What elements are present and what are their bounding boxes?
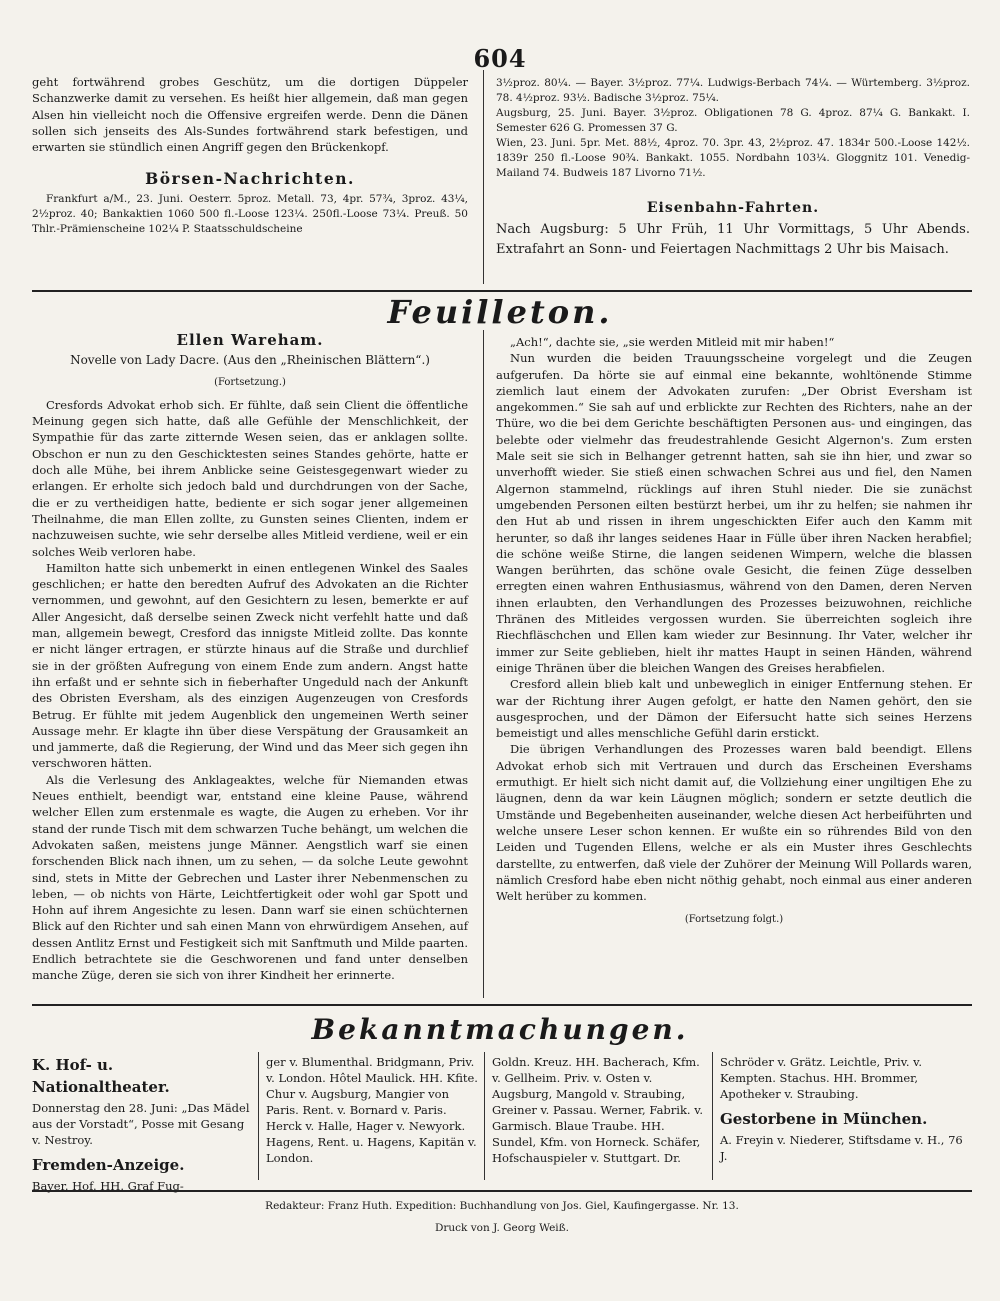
fremden-column-2 <box>266 1054 478 1166</box>
boersen-text: Frankfurt a/M., 23. Juni. Oesterr. 5proz. Metall. 73, 4pr. 57¾, 3proz. 43¼, 2½proz. 40; Bankaktien 1060 500 fl.-Loose 123¼. 250fl.-Loose 73¼. Preuß. 50 Thlr.-Prämienscheine 102¼ P. Staatsschuldscheine <box>32 192 468 235</box>
theater-heading: K. Hof- u. Nationaltheater. <box>32 1056 170 1096</box>
boersen-heading: Börsen-Nachrichten. <box>145 169 355 189</box>
gestorbene-text: A. Freyin v. Niederer, Stiftsdame v. H., 76 J. <box>720 1133 963 1163</box>
story-paragraph: Nun wurden die beiden Trauungsscheine vorgelegt und die Zeugen aufgerufen. Da hörte sie auf einmal eine bekannte, wohltönende Stimme ziemlich laut einem der Advokaten zurufen: „Der Obrist Eversham ist angekommen.“ Sie sah auf und erblickte zur Rechten des Richters, nahe an der Thüre, wo die bei dem Gerichte beschäftigten Personen aus- und eingingen, das belebte oder vielmehr das freudestrahlende Gesicht Algernon's. Zum ersten Male seit sie sich in Belhanger getrennt hatten, sah sie ihn hier, und zwar so unverhofft wieder. Sie stieß einen schwachen Schrei aus und fiel, den Namen Algernon stammelnd, rücklings auf ihren Stuhl nieder. Die sie zunächst umgebenden Personen eilten bestürzt herbei, um ihr zu helfen; sie nahmen ihr den Hut ab und rissen in ihrem ungeschickten Eifer auch den Kamm mit herunter, so daß ihr langes seidenes Haar in Fülle über ihren Nacken herabfiel; die schöne weiße Stirne, die langen seidenen Wimpern, welche die blassen Wangen berührten, das schöne ovale Gesicht, die feinen Züge desselben erregten einen wahren Enthusiasmus, während von den Damen, deren Nerven ihnen erlaubten, den Verhandlungen des Prozesses beizuwohnen, reichliche Thränen des Mitleides vergossen wurden. Sie überreichten sogleich ihre Riechfläschchen und Ellen kam wieder zur Besinnung. Ihr Vater, welcher ihr immer zur Seite geblieben, hielt ihr mattes Haupt in seinen Händen, während einige Thränen über die bleichen Wangen des Greises herabfielen. <box>496 351 972 675</box>
feuilleton-right-column <box>496 334 972 935</box>
market-text-3: Wien, 23. Juni. 5pr. Met. 88½, 4proz. 70. 3pr. 43, 2½proz. 47. 1834r 500.-Loose 142½. 1839r 250 fl.-Loose 90¾. Bankakt. 1055. Nordbahn 103¼. Gloggnitz 101. Venedig-Mailand 74. Budweis 187 Livorno 71½. <box>496 137 970 179</box>
story-subtitle: Novelle von Lady Dacre. (Aus den „Rheinischen Blättern“.) <box>70 353 430 368</box>
story-paragraph: Die übrigen Verhandlungen des Prozesses waren bald beendigt. Ellens Advokat erhob sich mit Vertrauen und durch das Erscheinen Evershams ermuthigt. Er hielt sich nicht damit auf, die Vollziehung einer ungiltigen Ehe zu läugnen, denn da war kein Läugnen möglich; sondern er setzte deutlich die Umstände und Begebenheiten auseinander, welche diesen Act herbeiführten und welche unsere Leser schon kennen. Er wußte ein so rührendes Bild von den Leiden und Tugenden Ellens, welche er als ein Muster ihres Geschlechts darstellte, zu entwerfen, daß viele der Zuhörer der Meinung Will Pollards waren, nämlich Cresford habe eben nicht nöthig gehabt, noch einmal aus einer anderen Welt herüber zu kommen. <box>496 742 972 904</box>
fremden-text: Goldn. Kreuz. HH. Bacherach, Kfm. v. Gellheim. Priv. v. Osten v. Augsburg, Mangold v. Straubing, Greiner v. Passau. Werner, Fabrik. v. Garmisch. Blaue Traube. HH. Sundel, Kfm. von Horneck. Schäfer, Hofschauspieler v. Stuttgart. Dr. <box>492 1055 704 1165</box>
footer-imprint: Redakteur: Franz Huth. Expedition: Buchhandlung von Jos. Giel, Kaufingergasse. Nr. 13. <box>265 1200 739 1212</box>
fremden-column-3 <box>492 1054 706 1166</box>
fremden-text: Bayer. Hof. HH. Graf Fug- <box>32 1179 184 1193</box>
story-paragraph: Cresfords Advokat erhob sich. Er fühlte, daß sein Client die öffentliche Meinung gegen sich hatte, daß alle Gefühle der Menschlichkeit, der Sympathie für das zarte zitternde Wesen seien, das er anklagen sollte. Obschon er nun zu den Geschicktesten seines Standes gehörte, hatte er doch alle Mühe, bei ihrem Anblicke seine Geistesgegenwart wieder zu erlangen. Er erholte sich jedoch bald und durchdrungen von der Sache, die er zu vertheidigen hatte, bediente er sich sogar jener allgemeinen Theilnahme, die man Ellen zollte, zu Gunsten seines Clienten, indem er nachzuweisen suchte, wie sehr derselbe alles Mitleid verdiene, weil er ein solches Weib verloren habe. <box>32 397 468 559</box>
feuilleton-title: Feuilleton. <box>387 293 613 331</box>
gestorbene-heading: Gestorbene in München. <box>720 1110 928 1128</box>
story-paragraph: Als die Verlesung des Anklageaktes, welche für Niemanden etwas Neues enthielt, beendigt war, entstand eine kleine Pause, während welcher Ellen zum erstenmale es wagte, die Augen zu erheben. Vor ihr stand der runde Tisch mit dem schwarzen Tuche behängt, um welchen die Advokaten saßen, meistens junge Männer. Aengstlich warf sie einen forschenden Blick nach ihnen, um zu sehen, — da solche Leute gewohnt sind, stets in Mitte der Gebrechen und Laster ihrer Nebenmenschen zu leben, — ob nichts von Härte, Leichtfertigkeit oder wohl gar Spott und Hohn auf ihrem Angesichte zu lesen. Dann warf sie einen schüchternen Blick auf den Richter und sah einen Mann von ehrwürdigem Ansehen, auf dessen Antlitz Ernst und Festigkeit sich mit Sanftmuth und Milde paarten. Endlich betrachtete sie die Geschworenen und fand unter denselben manche Züge, deren sie sich von ihrer Kindheit her erinnerte. <box>32 772 468 983</box>
top-right-column <box>496 76 970 260</box>
bekanntmachungen-title: Bekanntmachungen. <box>311 1013 689 1046</box>
column-divider <box>258 1052 259 1180</box>
top-left-column <box>32 74 468 237</box>
feuilleton-left-column <box>32 330 468 984</box>
continuation-note: (Fortsetzung.) <box>214 376 286 388</box>
market-text-1: 3½proz. 80¼. — Bayer. 3½proz. 77¼. Ludwigs-Berbach 74¼. — Würtemberg. 3½proz. 78. 4½proz. 93½. Badische 3½proz. 75¼. <box>496 77 970 104</box>
footer-rule <box>32 1190 972 1192</box>
page-number: 604 <box>473 44 527 73</box>
eisenbahn-heading: Eisenbahn-Fahrten. <box>646 200 820 216</box>
news-paragraph: geht fortwährend grobes Geschütz, um die dortigen Düppeler Schanzwerke damit zu versehen. Es heißt hier allgemein, daß man gegen Alsen hin vielleicht noch die Offensive ergreifen werde. Denn die Dänen sollen sich jenseits des Als-Sundes fortwährend stark befestigen, und erwarten sie stündlich einen Angriff gegen den Brückenkopf. <box>32 75 468 155</box>
theater-block <box>32 1054 252 1194</box>
story-paragraph: Hamilton hatte sich unbemerkt in einen entlegenen Winkel des Saales geschlichen; er hatte den beredten Aufruf des Advokaten an die Richter vernommen, und gewohnt, auf den Gesichtern zu lesen, bemerkte er auf Aller Angesicht, daß derselbe seinen Zweck nicht verfehlt hatte und daß man, allgemein bewegt, Cresford das innigste Mitleid zollte. Das konnte er nicht länger ertragen, er stürzte hinaus auf die Straße und durchlief sie in der größten Aufregung von einem Ende zum andern. Angst hatte ihn erfaßt und er sehnte sich in fieberhafter Ungeduld nach der Ankunft des Obristen Eversham, als des einzigen Augenzeugen von Cresfords Betrug. Er fühlte mit jedem Augenblick den ungemeinen Werth seiner Aussage mehr. Er klagte ihn über diese Verspätung der Grausamkeit an und jammerte, daß die Regierung, der Wind und das Meer sich gegen ihn verschworen hätten. <box>32 560 468 771</box>
continuation-note-end: (Fortsetzung folgt.) <box>684 914 784 926</box>
theater-text: Donnerstag den 28. Juni: „Das Mädel aus der Vorstadt“, Posse mit Gesang v. Nestroy. <box>32 1101 250 1147</box>
fremden-heading: Fremden-Anzeige. <box>32 1156 185 1174</box>
story-title: Ellen Wareham. <box>176 331 324 349</box>
column-divider <box>712 1052 713 1180</box>
story-paragraph: Cresford allein blieb kalt und unbeweglich in einiger Entfernung stehen. Er war der Richtung ihrer Augen gefolgt, er hatte den Namen gehört, den sie ausgesprochen, und der Dämon der Eifersucht hatte sich seines Herzens bemeistigt und alles menschliche Gefühl darin erstickt. <box>496 677 972 741</box>
column-divider <box>484 1052 485 1180</box>
column-divider <box>483 330 484 998</box>
column-divider <box>483 70 484 284</box>
footer-printer: Druck von J. Georg Weiß. <box>434 1222 570 1234</box>
fremden-text: Schröder v. Grätz. Leichtle, Priv. v. Kempten. Stachus. HH. Brommer, Apotheker v. Straubing. <box>720 1055 922 1101</box>
section-rule <box>32 1004 972 1006</box>
fremden-column-4 <box>720 1054 972 1164</box>
fremden-text: ger v. Blumenthal. Bridgmann, Priv. v. London. Hôtel Maulick. HH. Kfite. Chur v. Augsburg, Mangier von Paris. Rent. v. Bornard v. Paris. Herck v. Halle, Hager v. Newyork. Hagens, Rent. u. Hagens, Kapitän v. London. <box>266 1055 478 1165</box>
story-paragraph: „Ach!“, dachte sie, „sie werden Mitleid mit mir haben!“ <box>510 335 835 349</box>
market-text-2: Augsburg, 25. Juni. Bayer. 3½proz. Obligationen 78 G. 4proz. 87¼ G. Bankakt. I. Semester 626 G. Promessen 37 G. <box>496 107 970 134</box>
eisenbahn-text: Nach Augsburg: 5 Uhr Früh, 11 Uhr Vormittags, 5 Uhr Abends. Extrafahrt an Sonn- und Feiertagen Nachmittags 2 Uhr bis Maisach. <box>496 222 970 257</box>
